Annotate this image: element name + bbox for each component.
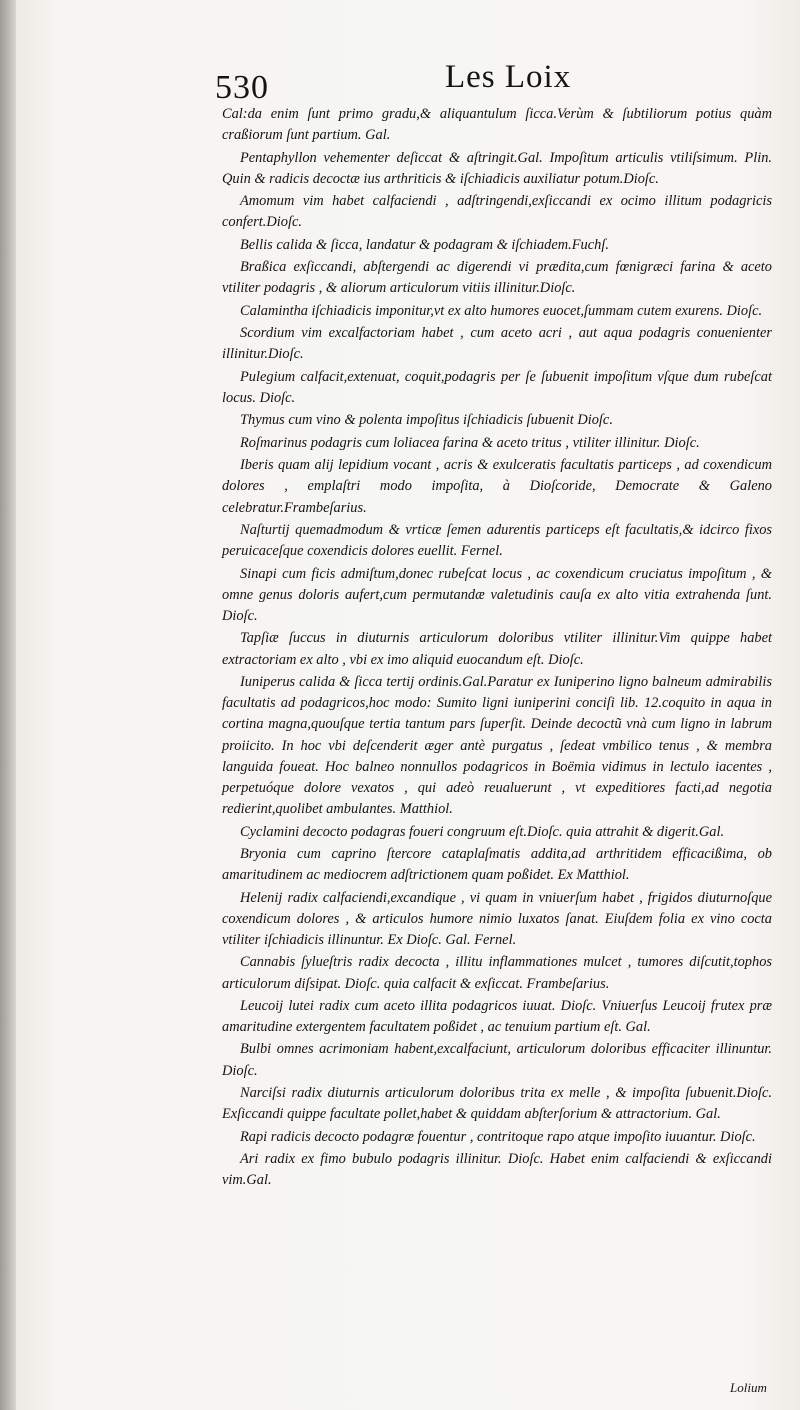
paragraph: Thymus cum vino & polenta impoſitus iſchiadicis ſubuenit Dioſc. (240, 412, 613, 429)
page-gutter (0, 0, 16, 1410)
paragraph: Calamintha iſchiadicis imponitur,vt ex alto humores euocet,ſummam cutem exurens. Dioſc. (240, 302, 763, 319)
paragraph: Ari radix ex fimo bubulo podagris illinitur. Dioſc. Habet enim calfaciendi & exſiccandi vim.Gal. (222, 1151, 772, 1189)
paragraph: Sinapi cum ficis admiſtum,donec rubeſcat locus , ac coxendicum cruciatus impoſitum , & omne genus doloris aufert,cum permutandæ valetudinis cauſa ex alto vitia extrahenda ſunt. Dioſc. (222, 565, 772, 624)
page-header (215, 55, 655, 106)
paragraph: Braßica exſiccandi, abſtergendi ac digerendi vi prædita,cum fœnigræci farina & aceto vtiliter podagris , & aliorum articulorum vitiis illinitur.Dioſc. (222, 259, 772, 297)
paragraph: Roſmarinus podagris cum loliacea farina & aceto tritus , vtiliter illinitur. Dioſc. (240, 434, 700, 451)
page-number: 530 (215, 69, 269, 106)
paragraph: Narciſsi radix diuturnis articulorum doloribus trita ex melle , & impoſita ſubuenit.Dioſc. Exſiccandi quippe facultate pollet,habet & quiddam abſterſorium & attractorium. Gal. (222, 1085, 772, 1123)
paragraph: Cal:da enim ſunt primo gradu,& aliquantulum ſicca.Verùm & ſubtiliorum potius quàm craßiorum ſunt partium. Gal. (222, 106, 772, 144)
paragraph: Cannabis ſylueſtris radix decocta , illitu inflammationes mulcet , tumores diſcutit,tophos articulorum diſsipat. Dioſc. quia calfacit & exſiccat. Frambeſarius. (222, 954, 772, 992)
paragraph: Amomum vim habet calfaciendi , adſtringendi,exſiccandi ex ocimo illitum podagricis confert.Dioſc. (222, 193, 772, 231)
paragraph: Naſturtij quemadmodum & vrticæ ſemen adurentis particeps eſt facultatis,& idcirco fixos peruicaceſque coxendicis dolores euellit. Fernel. (222, 521, 772, 560)
catchword: Lolium (730, 1380, 767, 1395)
body-text (222, 104, 772, 1193)
paragraph: Bellis calida & ſicca, landatur & podagram & iſchiadem.Fuchſ. (240, 236, 609, 253)
paragraph: Scordium vim excalfactoriam habet , cum aceto acri , aut aqua podagris conuenienter illinitur.Dioſc. (222, 325, 772, 363)
paragraph: Tapſiæ ſuccus in diuturnis articulorum doloribus vtiliter illinitur.Vim quippe habet extractoriam ex alto , vbi ex imo aliquid euocandum eſt. Dioſc. (222, 630, 772, 668)
running-title: Les Loix (445, 59, 572, 95)
paragraph: Bryonia cum caprino ſtercore cataplaſmatis addita,ad arthritidem efficacißima, ob amaritudinem ac mediocrem adſtrictionem quam poßidet. Ex Matthiol. (222, 845, 772, 884)
paragraph: Leucoij lutei radix cum aceto illita podagricos iuuat. Dioſc. Vniuerſus Leucoij frutex præ amaritudine extergentem facultatem poßidet , ac tenuium partium eſt. Gal. (222, 997, 772, 1036)
paragraph: Pulegium calfacit,extenuat, coquit,podagris per ſe ſubuenit impoſitum vſque dum rubeſcat locus. Dioſc. (222, 368, 772, 406)
paragraph: Iberis quam alij lepidium vocant , acris & exulceratis facultatis particeps , ad coxendicum dolores , emplaſtri modo impoſita, à Dioſcoride, Democrate & Galeno celebratur.Frambeſarius. (222, 457, 772, 516)
paragraph: Bulbi omnes acrimoniam habent,excalfaciunt, articulorum doloribus efficaciter illinuntur. Dioſc. (222, 1041, 772, 1079)
paragraph: Pentaphyllon vehementer deſiccat & aſtringit.Gal. Impoſitum articulis vtiliſsimum. Plin. Quin & radicis decoctæ ius arthriticis & iſchiadicis auxiliatur potum.Dioſc. (222, 149, 772, 187)
paragraph: Helenij radix calfaciendi,excandique , vi quam in vniuerſum habet , frigidos diuturnoſque coxendicum dolores , & articulos humore nimio luxatos ſanat. Eiuſdem folia ex vino cocta vtiliter iſchiadicis illinuntur. Ex Dioſc. Gal. Fernel. (222, 889, 772, 948)
paragraph: Cyclamini decocto podagras foueri congruum eſt.Dioſc. quia attrahit & digerit.Gal. (240, 823, 725, 840)
paragraph: Iuniperus calida & ſicca tertij ordinis.Gal.Paratur ex Iuniperino ligno balneum admirabilis facultatis ad podagricos,hoc modo: Sumito ligni iuniperini conciſi lib. 12.coquito in aqua in cortina magna,quouſque tertia tantum pars ſuperſit. Deinde decoctũ vnà cum ligno in labrum proiicito. In hoc vbi deſcenderit æger antè purgatus , ſedeat vmbilico tenus , & membra languida foueat. Hoc balneo nonnullos podagricos in Boëmia vidimus in lectulo iacentes , perpetuóque dolore vexatos , qui adeò reualuerunt , vt expeditiores facti,ad negotia redierint,quolibet ambulantes. Matthiol. (222, 673, 772, 818)
paragraph: Rapi radicis decocto podagræ fouentur , contritoque rapo atque impoſito iuuantur. Dioſc. (240, 1128, 756, 1145)
